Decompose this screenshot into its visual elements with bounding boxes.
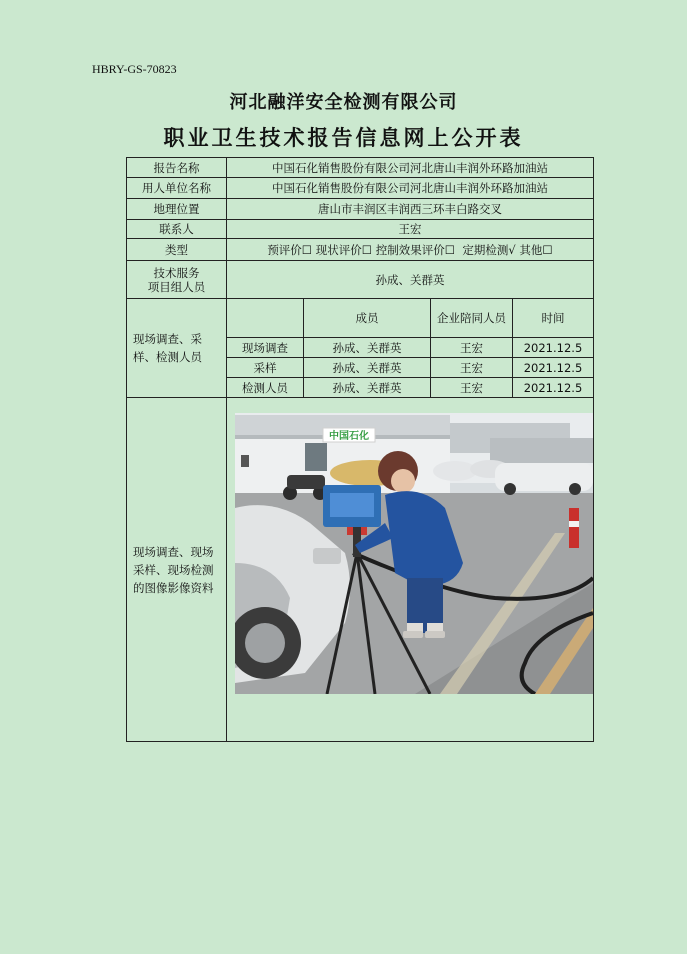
photo-row [127, 398, 594, 742]
survey-header-escort: 企业陪同人员 [431, 299, 513, 338]
type-option-pre-evaluation: 预评价☐ [267, 242, 313, 257]
survey-role: 检测人员 [227, 378, 304, 398]
survey-role: 现场调查 [227, 338, 304, 358]
photo-cell [227, 398, 594, 742]
type-option-other: 其他☐ [519, 242, 553, 257]
survey-header-members: 成员 [304, 299, 431, 338]
survey-header-row [127, 299, 594, 338]
team-label-line2: 项目组人员 [147, 279, 206, 294]
survey-label: 现场调查、采样、检测人员 [127, 299, 227, 398]
row-location [127, 199, 594, 220]
company-name: 河北融洋安全检测有限公司 [229, 92, 458, 113]
form-title: 职业卫生技术报告信息网上公开表 [163, 125, 524, 150]
survey-header-time: 时间 [513, 299, 594, 338]
site-photo [235, 413, 593, 694]
type-options [227, 239, 594, 261]
disclosure-table [126, 157, 594, 742]
survey-escort: 王宏 [431, 378, 513, 398]
type-option-periodic-test: 定期检测√ [462, 242, 516, 257]
survey-members: 孙成、关群英 [304, 358, 431, 378]
survey-date: 2021.12.5 [513, 338, 594, 358]
survey-escort: 王宏 [431, 338, 513, 358]
survey-members: 孙成、关群英 [304, 378, 431, 398]
type-label: 类型 [127, 239, 227, 261]
type-option-status-evaluation: 现状评价☐ [315, 242, 373, 257]
type-option-control-effect: 控制效果评价☐ [375, 242, 456, 257]
survey-role: 采样 [227, 358, 304, 378]
location-value: 唐山市丰润区丰润西三环丰白路交叉 [227, 199, 594, 220]
contact-label: 联系人 [127, 220, 227, 239]
team-value: 孙成、关群英 [227, 261, 594, 299]
report-name-value: 中国石化销售股份有限公司河北唐山丰润外环路加油站 [227, 158, 594, 178]
report-name-label: 报告名称 [127, 158, 227, 178]
contact-value: 王宏 [227, 220, 594, 239]
survey-escort: 王宏 [431, 358, 513, 378]
survey-members: 孙成、关群英 [304, 338, 431, 358]
survey-date: 2021.12.5 [513, 378, 594, 398]
row-contact [127, 220, 594, 239]
row-employer [127, 178, 594, 199]
location-label: 地理位置 [127, 199, 227, 220]
employer-value: 中国石化销售股份有限公司河北唐山丰润外环路加油站 [227, 178, 594, 199]
document-code: HBRY-GS-70823 [92, 62, 177, 76]
row-team [127, 261, 594, 299]
survey-date: 2021.12.5 [513, 358, 594, 378]
team-label [127, 261, 227, 299]
row-type [127, 239, 594, 261]
team-label-line1: 技术服务 [153, 265, 200, 280]
survey-header-blank [227, 299, 304, 338]
photo-label: 现场调查、现场采样、现场检测的图像影像资料 [127, 398, 227, 742]
row-report-name [127, 158, 594, 178]
employer-label: 用人单位名称 [127, 178, 227, 199]
station-sign: 中国石化 [329, 431, 369, 442]
